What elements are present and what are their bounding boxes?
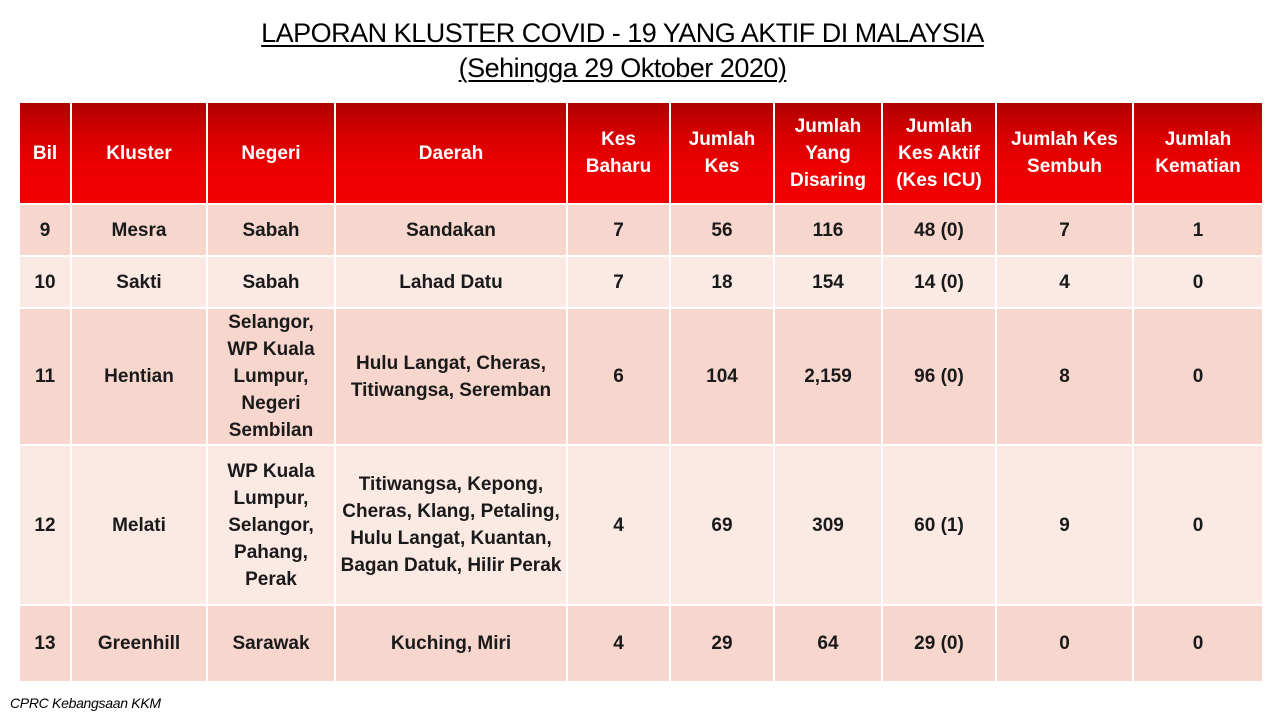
- header-jumlah-disaring: Jumlah Yang Disaring: [774, 102, 882, 204]
- cell-jumlah-kes: 104: [670, 308, 774, 445]
- cell-jumlah-disaring: 64: [774, 605, 882, 682]
- cell-negeri: Sarawak: [207, 605, 335, 682]
- cell-kes-baharu: 4: [567, 445, 670, 605]
- cell-negeri: Selangor, WP Kuala Lumpur, Negeri Sembilan: [207, 308, 335, 445]
- table-header-row: [19, 102, 1263, 204]
- cell-bil: 12: [19, 445, 71, 605]
- cell-kes-sembuh: 8: [996, 308, 1133, 445]
- cell-kes-sembuh: 0: [996, 605, 1133, 682]
- cell-kematian: 0: [1133, 445, 1263, 605]
- cell-kes-aktif: 29 (0): [882, 605, 996, 682]
- cell-kes-sembuh: 9: [996, 445, 1133, 605]
- cell-negeri: Sabah: [207, 204, 335, 256]
- cell-jumlah-disaring: 309: [774, 445, 882, 605]
- cell-kes-baharu: 7: [567, 204, 670, 256]
- cell-bil: 11: [19, 308, 71, 445]
- cell-kluster: Sakti: [71, 256, 207, 308]
- source-footer: CPRC Kebangsaan KKM: [10, 695, 161, 711]
- cell-jumlah-kes: 18: [670, 256, 774, 308]
- cell-kematian: 0: [1133, 256, 1263, 308]
- cell-kematian: 1: [1133, 204, 1263, 256]
- cell-daerah: Hulu Langat, Cheras, Titiwangsa, Seremban: [335, 308, 567, 445]
- cell-kematian: 0: [1133, 605, 1263, 682]
- table-row: [19, 445, 1263, 605]
- cell-daerah: Lahad Datu: [335, 256, 567, 308]
- cell-kluster: Mesra: [71, 204, 207, 256]
- cell-kes-baharu: 7: [567, 256, 670, 308]
- cell-kes-baharu: 6: [567, 308, 670, 445]
- header-kes-sembuh: Jumlah Kes Sembuh: [996, 102, 1133, 204]
- cell-negeri: WP Kuala Lumpur, Selangor, Pahang, Perak: [207, 445, 335, 605]
- cell-kes-sembuh: 4: [996, 256, 1133, 308]
- cell-jumlah-kes: 69: [670, 445, 774, 605]
- cell-jumlah-disaring: 116: [774, 204, 882, 256]
- cell-jumlah-kes: 29: [670, 605, 774, 682]
- cluster-table: [18, 101, 1264, 683]
- cell-kes-aktif: 60 (1): [882, 445, 996, 605]
- cell-jumlah-disaring: 154: [774, 256, 882, 308]
- cell-bil: 9: [19, 204, 71, 256]
- table-row: [19, 256, 1263, 308]
- cell-kluster: Melati: [71, 445, 207, 605]
- cell-bil: 13: [19, 605, 71, 682]
- cell-kluster: Greenhill: [71, 605, 207, 682]
- cell-kematian: 0: [1133, 308, 1263, 445]
- header-daerah: Daerah: [335, 102, 567, 204]
- cell-kes-baharu: 4: [567, 605, 670, 682]
- header-kematian: Jumlah Kematian: [1133, 102, 1263, 204]
- header-bil: Bil: [19, 102, 71, 204]
- cell-daerah: Titiwangsa, Kepong, Cheras, Klang, Petaling, Hulu Langat, Kuantan, Bagan Datuk, Hilir Perak: [335, 445, 567, 605]
- cell-daerah: Kuching, Miri: [335, 605, 567, 682]
- header-kes-baharu: Kes Baharu: [567, 102, 670, 204]
- table-row: [19, 204, 1263, 256]
- header-negeri: Negeri: [207, 102, 335, 204]
- cell-kes-aktif: 96 (0): [882, 308, 996, 445]
- table-row: [19, 308, 1263, 445]
- cell-jumlah-kes: 56: [670, 204, 774, 256]
- cell-daerah: Sandakan: [335, 204, 567, 256]
- title-main: LAPORAN KLUSTER COVID - 19 YANG AKTIF DI MALAYSIA: [261, 18, 984, 48]
- cell-bil: 10: [19, 256, 71, 308]
- header-kluster: Kluster: [71, 102, 207, 204]
- cell-kes-sembuh: 7: [996, 204, 1133, 256]
- report-title: [0, 16, 1245, 86]
- cell-kes-aktif: 14 (0): [882, 256, 996, 308]
- cell-kes-aktif: 48 (0): [882, 204, 996, 256]
- cell-kluster: Hentian: [71, 308, 207, 445]
- cell-jumlah-disaring: 2,159: [774, 308, 882, 445]
- cell-negeri: Sabah: [207, 256, 335, 308]
- header-jumlah-kes: Jumlah Kes: [670, 102, 774, 204]
- header-kes-aktif: Jumlah Kes Aktif (Kes ICU): [882, 102, 996, 204]
- table-row: [19, 605, 1263, 682]
- title-date: (Sehingga 29 Oktober 2020): [458, 53, 787, 83]
